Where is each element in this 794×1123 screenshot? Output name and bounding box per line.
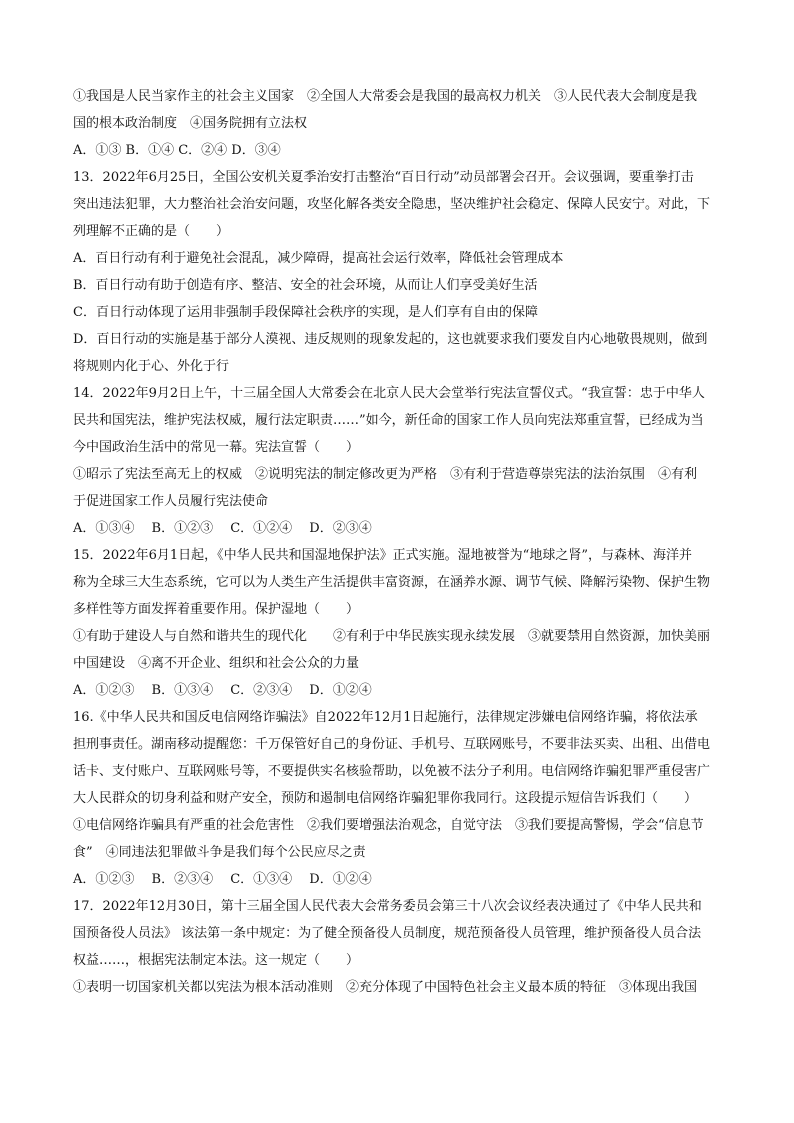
- q16-stem-line-3: 话卡、支付账户、互联网账号等，不要提供实名核验帮助，以免被不法分子利用。电信网络诈骗犯罪严重侵害广: [73, 764, 711, 779]
- q12-options: A．①③ B．①④ C．②④ D．③④: [73, 143, 281, 158]
- q13-stem-line-2: 突出违法犯罪，大力整治社会治安问题，攻坚化解各类安全隐患，坚决维护社会稳定、保障人民安宁。对此，下: [73, 197, 711, 212]
- q14-stem-line-2: 民共和国宪法，维护宪法权威，履行法定职责……”如今，新任命的国家工作人员向宪法郑重宣誓，已经成为当: [73, 413, 704, 428]
- q15-stem-line-2: 称为全球三大生态系统，它可以为人类生产生活提供丰富资源，在涵养水源、调节气候、降解污染物、保护生物: [73, 575, 711, 590]
- q13-stem-line-1: 13．2022年6月25日，全国公安机关夏季治安打击整治“百日行动”动员部署会召开。会议强调，要重拳打击: [73, 170, 694, 185]
- q15-stem-line-3: 多样性等方面发挥着重要作用。保护湿地（ ）: [73, 602, 360, 617]
- q14-options: A．①③④ B．①②③ C．①②④ D．②③④: [73, 521, 372, 536]
- q16-stem-line-4: 大人民群众的切身利益和财产安全，预防和遏制电信网络诈骗犯罪你我同行。这段提示短信告诉我们（ ）: [73, 791, 698, 806]
- q15-options: A．①②③ B．①③④ C．②③④ D．①②④: [73, 683, 372, 698]
- q15-stem-line-1: 15．2022年6月1日起，《中华人民共和国湿地保护法》正式实施。湿地被誉为“地球之肾”，与森林、海洋并: [73, 548, 692, 563]
- q13-option-c: C．百日行动体现了运用非强制手段保障社会秩序的实现，是人们享有自由的保障: [73, 305, 538, 320]
- q16-options: A．①②③ B．②③④ C．①③④ D．①②④: [73, 872, 372, 887]
- q14-statements-line-1: ①昭示了宪法至高无上的权威 ②说明宪法的制定修改更为严格 ③有利于营造尊崇宪法的法治氛围 ④有利: [73, 467, 698, 482]
- q12-statements-line-1: ①我国是人民当家作主的社会主义国家 ②全国人大常委会是我国的最高权力机关 ③人民代表大会制度是我: [73, 89, 698, 104]
- q17-stem-line-2: 国预备役人员法》 该法第一条中规定：为了健全预备役人员制度，规范预备役人员管理，维护预备役人员合法: [73, 926, 702, 941]
- q15-statements-line-1: ①有助于建设人与自然和谐共生的现代化 ②有利于中华民族实现永续发展 ③就要禁用自然资源，加快美丽: [73, 629, 711, 644]
- q13-option-a: A．百日行动有利于避免社会混乱，减少障碍，提高社会运行效率，降低社会管理成本: [73, 251, 564, 266]
- q13-option-d-line-2: 将规则内化于心、外化于行: [73, 359, 230, 374]
- q14-stem-line-1: 14．2022年9月2日上午，十三届全国人大常委会在北京人民大会堂举行宪法宣誓仪式。“我宣誓：忠于中华人: [73, 386, 705, 401]
- q16-stem-line-1: 16.《中华人民共和国反电信网络诈骗法》自2022年12月1日起施行，法律规定涉嫌电信网络诈骗，将依法承: [73, 710, 698, 725]
- q16-statements-line-2: 食” ④同违法犯罪做斗争是我们每个公民应尽之责: [73, 845, 366, 860]
- q17-statements-line-1: ①表明一切国家机关都以宪法为根本活动准则 ②充分体现了中国特色社会主义最本质的特征 ③体现出我国: [73, 980, 698, 995]
- q13-option-b: B．百日行动有助于创造有序、整洁、安全的社会环境，从而让人们享受美好生活: [73, 278, 538, 293]
- q14-stem-line-3: 今中国政治生活中的常见一幕。宪法宣誓（ ）: [73, 440, 360, 455]
- q17-stem-line-3: 权益……，根据宪法制定本法。这一规定（ ）: [73, 953, 360, 968]
- q15-statements-line-2: 中国建设 ④离不开企业、组织和社会公众的力量: [73, 656, 360, 671]
- q13-stem-line-3: 列理解不正确的是（ ）: [73, 224, 230, 239]
- q14-statements-line-2: 于促进国家工作人员履行宪法使命: [73, 494, 269, 509]
- q13-option-d-line-1: D．百日行动的实施是基于部分人漠视、违反规则的现象发起的，这也就要求我们要发自内心地敬畏规则，做到: [73, 332, 708, 347]
- q16-statements-line-1: ①电信网络诈骗具有严重的社会危害性 ②我们要增强法治观念，自觉守法 ③我们要提高警惕，学会“信息节: [73, 818, 704, 833]
- q17-stem-line-1: 17．2022年12月30日，第十三届全国人民代表大会常务委员会第三十八次会议经表决通过了《中华人民共和: [73, 899, 702, 914]
- q12-statements-line-2: 国的根本政治制度 ④国务院拥有立法权: [73, 116, 308, 131]
- q16-stem-line-2: 担刑事责任。湖南移动提醒您：千万保管好自己的身份证、手机号、互联网账号，不要非法买卖、出租、出借电: [73, 737, 711, 752]
